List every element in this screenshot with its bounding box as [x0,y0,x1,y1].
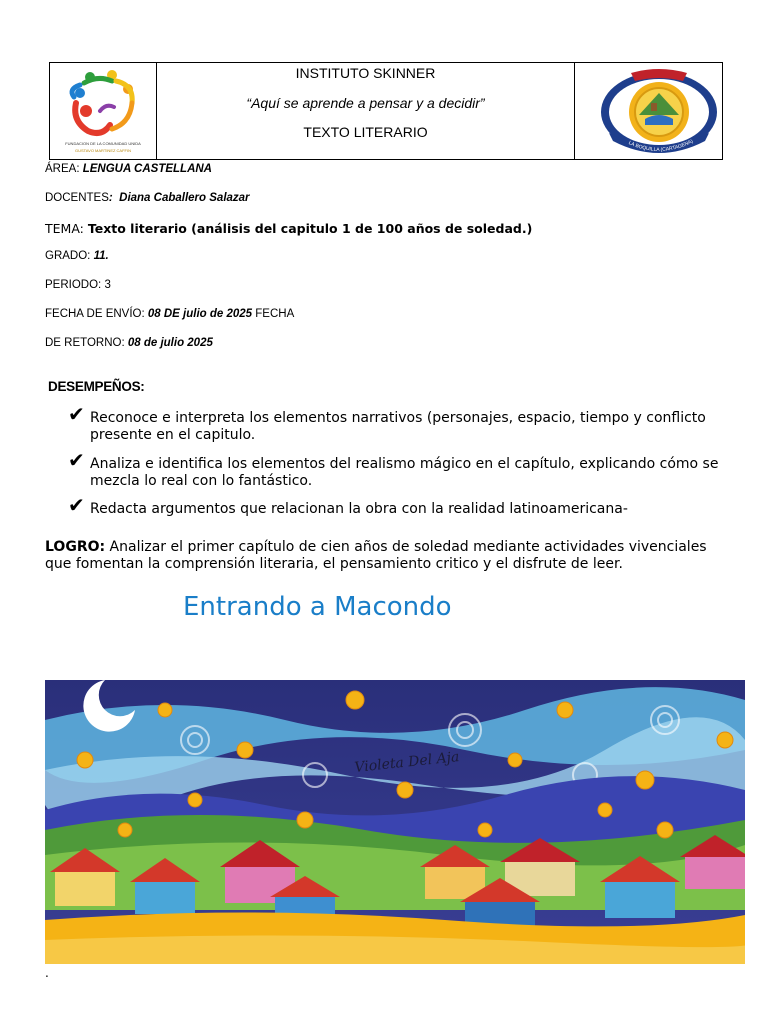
foundation-logo [50,63,157,161]
foundation-subname: GUSTAVO MARTINEZ CAFFIN [74,148,131,153]
macondo-painting [45,680,745,964]
desempeno-1-line1: Reconoce e interpreta los elementos narrativos (personajes, espacio, tiempo y conflicto [90,410,706,426]
desempeno-1-line2: presente en el capitulo. [90,427,256,443]
envio-label: FECHA DE ENVÍO: [45,308,148,320]
area-value: LENGUA CASTELLANA [82,163,212,175]
periodo-line [45,279,111,291]
retorno-value: 08 de julio 2025 [127,337,213,349]
checkmark-icon: ✔ [68,448,85,472]
grado-line [45,250,109,262]
logro-label: LOGRO: [45,539,106,555]
logro-paragraph [45,539,735,573]
docentes-value: Diana Caballero Salazar [119,192,250,204]
docentes-line [45,192,250,204]
desempeno-item-2 [90,456,730,490]
tema-line [45,221,532,236]
foundation-name: FUNDACION DE LA COMUNIDAD UNIDA [65,141,141,146]
foundation-logo-cell [50,63,157,159]
area-label: ÁREA: [45,163,83,175]
retorno-label: DE RETORNO: [45,337,128,349]
checkmark-icon: ✔ [68,402,85,426]
desempeno-2-line2: mezcla lo real con lo fantástico. [90,473,313,489]
school-name: INSTITUTO SKINNER [295,65,436,81]
grado-label: GRADO: [45,250,94,262]
area-line [45,163,212,175]
trailing-dot: . [45,966,49,980]
envio-suffix: FECHA [252,308,295,320]
svg-text:LA BOQUILLA (CARTAGENA): LA BOQUILLA (CARTAGENA) [627,138,695,154]
desempeno-item-1 [90,410,730,444]
envio-value: 08 DE julio de 2025 [147,308,253,320]
fecha-retorno-line [45,337,213,349]
painting-signature: Violeta Del Aja [353,749,461,776]
docentes-label: DOCENTES [45,192,109,204]
checkmark-icon: ✔ [68,493,85,517]
fecha-envio-line [45,308,294,320]
header-title-cell [157,63,574,159]
desempeno-2-line1: Analiza e identifica los elementos del realismo mágico en el capítulo, explicando cómo se [90,456,719,472]
periodo-value: 3 [104,279,111,291]
seal-arc-text [575,63,723,161]
tema-label: TEMA: [45,221,88,236]
tema-value: Texto literario (análisis del capitulo 1 de 100 años de soledad.) [87,221,533,236]
docentes-colon: : [108,192,113,204]
grado-value: 11. [93,250,109,262]
logro-text: Analizar el primer capítulo de cien años de soledad mediante actividades vivenciales que fomentan la comprensión literaria, el pensamiento critico y el disfrute de leer. [45,539,707,572]
section-heading: Entrando a Macondo [183,592,452,622]
school-seal-cell [574,63,722,159]
school-motto: “Aquí se aprende a pensar y a decidir” [246,95,485,111]
desempenos-title: DESEMPEÑOS: [48,379,145,394]
document-type: TEXTO LITERARIO [303,124,428,140]
header-table [49,62,723,160]
desempeno-item-3 [90,501,730,518]
periodo-label: PERIODO: [45,279,105,291]
desempeno-3-line1: Redacta argumentos que relacionan la obra con la realidad latinoamericana- [90,501,628,517]
